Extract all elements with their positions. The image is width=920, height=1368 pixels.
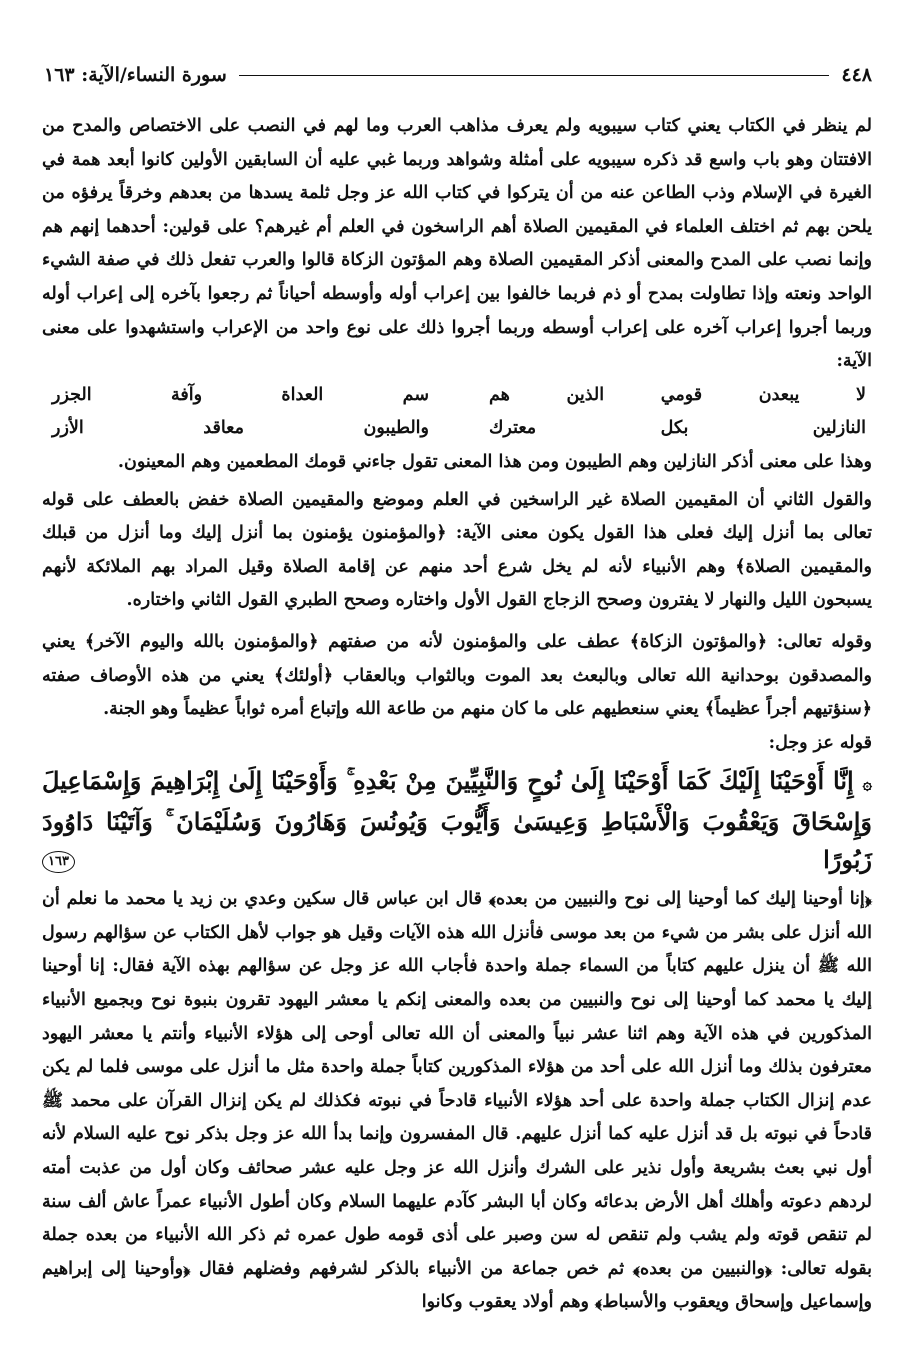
verse-line-1	[42, 762, 872, 803]
poem-line1-second-hemistich: سم العداة وآفة الجزر	[52, 384, 429, 405]
verse-line-2-text: وَإِسْحَاقَ وَيَعْقُوبَ وَالْأَسْبَاطِ وَعِيسَىٰ وَأَيُّوبَ وَيُونُسَ وَهَارُونَ وَسُلَيْمَانَ ۚ وَآتَيْنَا دَاوُودَ زَبُورًا	[42, 807, 872, 875]
verse-line-1-text: إِنَّا أَوْحَيْنَا إِلَيْكَ كَمَا أَوْحَيْنَا إِلَىٰ نُوحٍ وَالنَّبِيِّينَ مِنْ بَعْدِهِ ۚ وَأَوْحَيْنَا إِلَىٰ إِبْرَاهِيمَ وَإِسْمَاعِيلَ	[42, 766, 854, 796]
ayah-number-badge: ١٦٣	[42, 851, 75, 873]
poem-line2-first-hemistich: النازلين بكل معترك	[489, 418, 866, 439]
poem-line2-second-hemistich: والطيبون معاقد الأزر	[52, 418, 429, 439]
paragraph-2: وهذا على معنى أذكر النازلين وهم الطيبون ومن هذا المعنى تقول جاءني قومك المطعمين وهم المعينون.	[117, 451, 872, 472]
page-body	[42, 110, 872, 1320]
paragraph-4: وقوله تعالى: ﴿والمؤتون الزكاة﴾ عطف على والمؤمنون لأنه من صفتهم ﴿والمؤمنون بالله واليوم الآخر﴾ يعني والمصدقون بوحدانية الله تعالى وبالبعث بعد الموت وبالثواب وبالعقاب ﴿أولئك﴾ يعني من هذه الأوصاف صفته ﴿سنؤتيهم أجراً عظيماً﴾ يعني سنعطيهم على ما كان منهم من طاعة الله وإتباع أمره ثواباً عظيماً وهو الجنة.	[42, 631, 872, 720]
verse-intro: قوله عز وجل:	[768, 732, 872, 753]
running-title: سورة النساء/الآية: ١٦٣	[44, 64, 227, 86]
paragraph-1: لم ينظر في الكتاب يعني كتاب سيبويه ولم يعرف مذاهب العرب وما لهم في النصب على الاختصاص والمدح من الافتتان وهو باب واسع قد ذكره سيبويه على أمثلة وشواهد وربما غبي عليه أن السابقين الأولين كانوا أبعد همة في الغيرة في الإسلام وذب الطاعن عنه من أن يتركوا في كتاب الله عز وجل ثلمة يسدها من بعدهم وخرقاً يرفؤه من يلحن بهم ثم اختلف العلماء في المقيمين الصلاة أهم الراسخون في العلم أم غيرهم؟ على قولين: أحدهما إنهم هم وإنما نصب على المدح والمعنى أذكر المقيمين الصلاة وهم المؤتون الزكاة قالوا والعرب تفعل ذلك في صفة الشيء الواحد ونعته وإذا تطاولت بمدح أو ذم فربما خالفوا بين إعراب أوله وأوسطه أحياناً ثم رجعوا بآخره إلى إعراب أوله وربما أجروا إعراب آخره على إعراب أوسطه وربما أجروا ذلك على نوع واحد من الإعراب واستشهدوا على معنى الآية:	[42, 116, 872, 372]
header-rule	[239, 75, 830, 76]
verse-line-2	[42, 803, 872, 879]
paragraph-3: والقول الثاني أن المقيمين الصلاة غير الراسخين في العلم وموضع والمقيمين الصلاة خفض بالعطف على قوله تعالى بما أنزل إليك فعلى هذا القول يكون معنى الآية: ﴿والمؤمنون يؤمنون بما أنزل إليك وما أنزل من قبلك والمقيمين الصلاة﴾ وهم الأنبياء لأنه لم يخل شرع أحد منهم عن إقامة الصلاة وقيل المراد بهم الملائكة لأنهم يسبحون الليل والنهار لا يفترون وصحح الزجاج القول الأول واختاره وصحح الطبري القول الثاني واختاره.	[42, 489, 872, 611]
poem	[42, 379, 872, 446]
quran-verse	[42, 762, 872, 879]
poem-line1-first-hemistich: لا يبعدن قومي الذين هم	[489, 384, 866, 405]
page-number: ٤٤٨	[841, 64, 872, 86]
page-header	[44, 62, 872, 88]
paragraph-5: ﴿إنا أوحينا إليك كما أوحينا إلى نوح والنبيين من بعده﴾ قال ابن عباس قال سكين وعدي بن زيد يا محمد ما نعلم أن الله أنزل على بشر من شيء من بعد موسى فأنزل الله هذه الآيات وقيل هو جواب لأهل الكتاب عن سؤالهم رسول الله ﷺ أن ينزل عليهم كتاباً من السماء جملة واحدة فأجاب الله عز وجل عن سؤالهم بهذه الآية فقال: إنا أوحينا إليك يا محمد كما أوحينا إلى نوح والنبيين من بعده والمعنى إنكم يا معشر اليهود تقرون بنبوة نوح وبجميع الأنبياء المذكورين في هذه الآية وهم اثنا عشر نبياً والمعنى أن الله تعالى أوحى إلى هؤلاء الأنبياء وأنتم يا معشر اليهود معترفون بذلك وما أنزل الله على أحد من هؤلاء المذكورين كتاباً جملة واحدة مثل ما أنزل على موسى فلما لم يكن عدم إنزال الكتاب جملة واحدة على أحد هؤلاء الأنبياء قادحاً في نبوته فكذلك لم يكن إنزال القرآن على محمد ﷺ قادحاً في نبوته بل قد أنزل عليه كما أنزل عليهم. قال المفسرون وإنما بدأ الله عز وجل بذكر نوح عليه السلام لأنه أول نبي بعث بشريعة وأول نذير على الشرك وأنزل الله عز وجل عليه عشر صحائف وكان أول من عذبت أمته لردهم دعوته وأهلك أهل الأرض بدعائه وكان أبا البشر كآدم عليهما السلام وكان أطول الأنبياء عمراً عاش ألف سنة لم تنقص قوته ولم يشب ولم تنقص له سن وصبر على أذى قومه طول عمره ثم ذكر الله الأنبياء من بعده جملة بقوله تعالى: ﴿والنبيين من بعده﴾ ثم خص جماعة من الأنبياء بالذكر لشرفهم وفضلهم فقال ﴿وأوحينا إلى إبراهيم وإسماعيل وإسحاق ويعقوب والأسباط﴾ وهم أولاد يعقوب وكانوا	[42, 889, 872, 1313]
rub-el-hizb-icon: ۞	[862, 774, 872, 794]
